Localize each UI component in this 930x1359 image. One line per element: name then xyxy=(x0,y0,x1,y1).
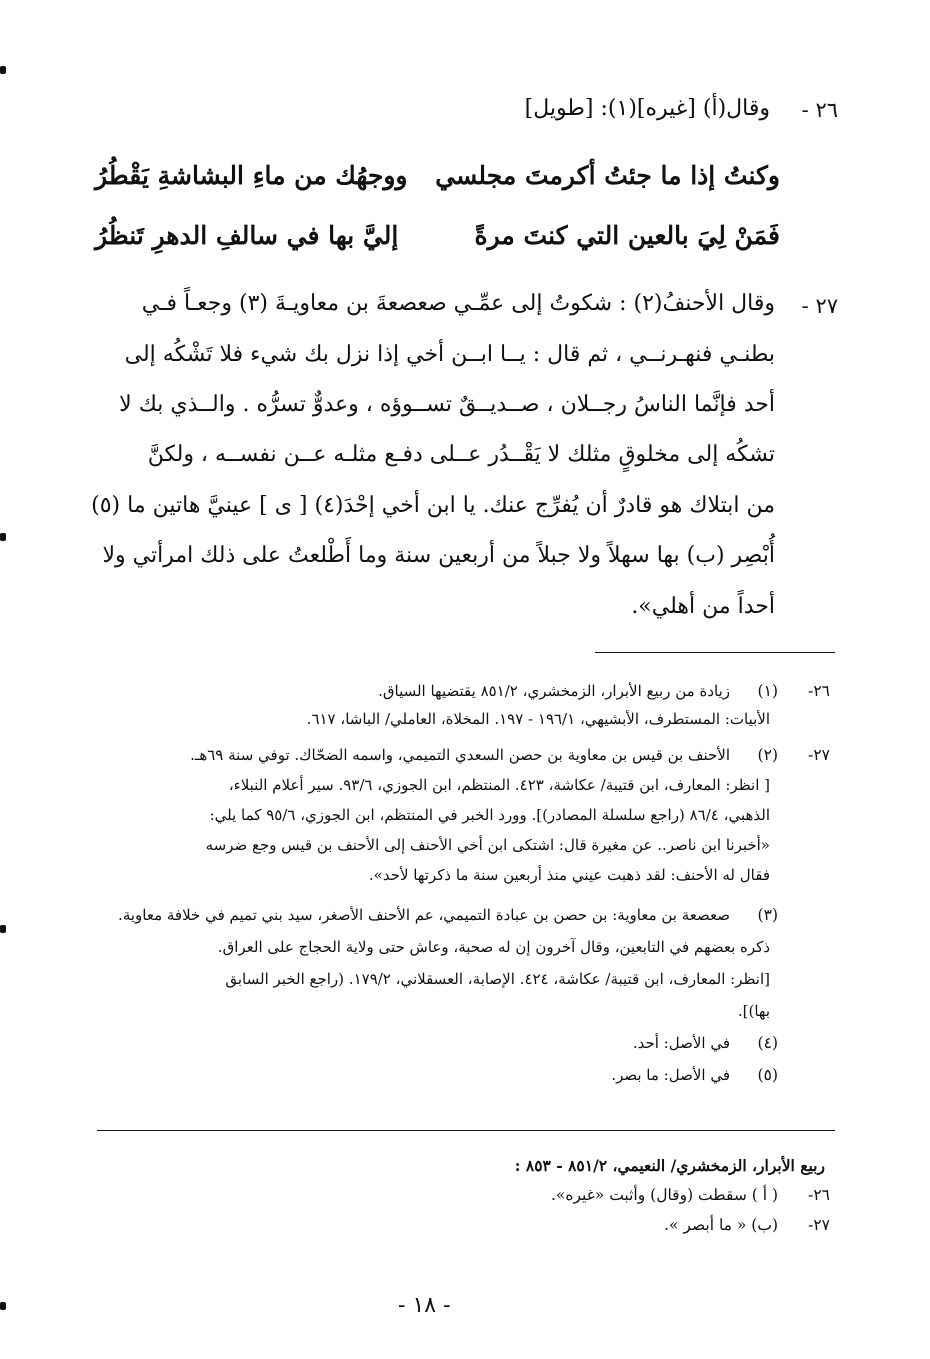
footnote-text: الأحنف بن قيس بن معاوية بن حصن السعدي التميمي، واسمه الضحّاك. توفي سنة ٦٩هـ. xyxy=(190,746,730,764)
text-line: من ابتلاك هو قادرٌ أن يُفرِّج عنك. يا ابن أخي إحْدَ(٤) [ ى ] عينيَّ هاتين ما (٥) xyxy=(91,493,775,518)
text-line: تشكُه إلى مخلوقٍ مثلك لا يَقْــدُر عــلى دفـع مثلـه عــن نفســه ، ولكنَّ xyxy=(147,442,775,467)
verse-hemistich: فَمَنْ لِيَ بالعين التي كنتَ مرةً xyxy=(474,221,780,250)
footnote-text: صعصعة بن معاوية: بن حصن بن عبادة التميمي، عم الأحنف الأصغر، سيد بني تميم في خلافة معاوية. xyxy=(118,906,730,924)
footnote-text: [ انظر: المعارف، ابن قتيبة/ عكاشة، ٤٢٣. المنتظم، ابن الجوزي، ٩٣/٦. سير أعلام النبلاء، xyxy=(228,776,770,794)
scan-mark xyxy=(0,1302,6,1310)
footnote-text: «أخبرنا ابن ناصر.. عن مغيرة قال: اشتكى ابن أخي الأحنف إلى الأحنف بن قيس وجع ضرسه xyxy=(205,836,770,854)
text-line: أحداً من أهلي». xyxy=(631,594,775,619)
variants-heading: ربيع الأبرار، الزمخشري/ النعيمي، ٨٥١/٢ - ٨٥٣ : xyxy=(514,1156,825,1175)
footnote-text: بها)]. xyxy=(737,1002,770,1020)
footnote-entry-ref: ٢٧- xyxy=(808,746,830,764)
entry-intro: وقال(أ) [غيره](١): [طويل] xyxy=(524,96,770,121)
footnote-separator xyxy=(595,652,835,653)
footnote-number: (٢) xyxy=(757,746,778,764)
footnote-text: الذهبي، ٨٦/٤ (راجع سلسلة المصادر)]. وورد الخبر في المنتظم، ابن الجوزي، ٩٥/٦ كما يلي: xyxy=(209,806,770,824)
verse-hemistich: وكنتُ إذا ما جئتُ أكرمتَ مجلسي xyxy=(435,161,780,190)
verse-hemistich: ووجهُك من ماءِ البشاشةِ يَقْطُرُ xyxy=(95,161,408,190)
footnote-text: فقال له الأحنف: لقد ذهبت عيني منذ أربعين سنة ما ذكرتها لأحد». xyxy=(368,866,770,884)
footnote-number: (٣) xyxy=(757,906,778,924)
variant-entry-ref: ٢٧- xyxy=(808,1216,830,1234)
footnote-text: [انظر: المعارف، ابن قتيبة/ عكاشة، ٤٢٤. الإصابة، العسقلاني، ١٧٩/٢. (راجع الخبر السابق xyxy=(225,970,770,988)
text-line: بطنـي فنهـرنــي ، ثم قال : يــا ابــن أخي إذا نزل بك شيء فلا تَشْكُه إلى xyxy=(124,342,775,367)
variants-separator xyxy=(97,1130,835,1131)
page-number: - ١٨ - xyxy=(398,1293,451,1318)
footnote-number: (٥) xyxy=(757,1066,778,1084)
scan-mark xyxy=(0,66,6,74)
footnote-text: في الأصل: أحد. xyxy=(632,1034,730,1052)
footnote-text: زيادة من ربيع الأبرار، الزمخشري، ٨٥١/٢ يقتضيها السياق. xyxy=(378,682,730,700)
footnote-entry-ref: ٢٦- xyxy=(808,682,830,700)
text-line: وقال الأحنفُ(٢) : شكوتُ إلى عمِّـي صعصعةَ بن معاويـةَ (٣) وجعـاً فـي xyxy=(141,291,775,316)
scan-mark xyxy=(0,533,6,541)
entry-number: ٢٦ - xyxy=(801,98,838,122)
footnote-text: ذكره بعضهم في التابعين، وقال آخرون إن له صحبة، وعاش حتى ولاية الحجاج على العراق. xyxy=(217,938,770,956)
entry-number: ٢٧ - xyxy=(801,294,838,318)
text-line: أُبْصِر (ب) بها سهلاً ولا جبلاً من أربعين سنة وما أَطْلعتُ على ذلك امرأتي ولا xyxy=(102,543,775,568)
footnote-text: الأبيات: المستطرف، الأبشيهي، ١٩٦/١ - ١٩٧. المخلاة، العاملي/ الباشا، ٦١٧. xyxy=(306,710,770,728)
variant-text: ( أ ) سقطت (وقال) وأثبت «غيره». xyxy=(550,1186,778,1204)
variant-text: (ب) « ما أبصر ». xyxy=(664,1216,778,1234)
verse-hemistich: إليَّ بها في سالفِ الدهرِ تَنظُرُ xyxy=(95,221,399,250)
footnote-text: في الأصل: ما بصر. xyxy=(611,1066,730,1084)
footnote-number: (١) xyxy=(757,682,778,700)
footnote-number: (٤) xyxy=(757,1034,778,1052)
scan-mark xyxy=(0,925,6,933)
variant-entry-ref: ٢٦- xyxy=(808,1186,830,1204)
text-line: أحد فإنَّما الناسُ رجــلان ، صــديــقٌ تســوؤه ، وعدوٌّ تسرُّه . والــذي بك لا xyxy=(119,392,775,417)
